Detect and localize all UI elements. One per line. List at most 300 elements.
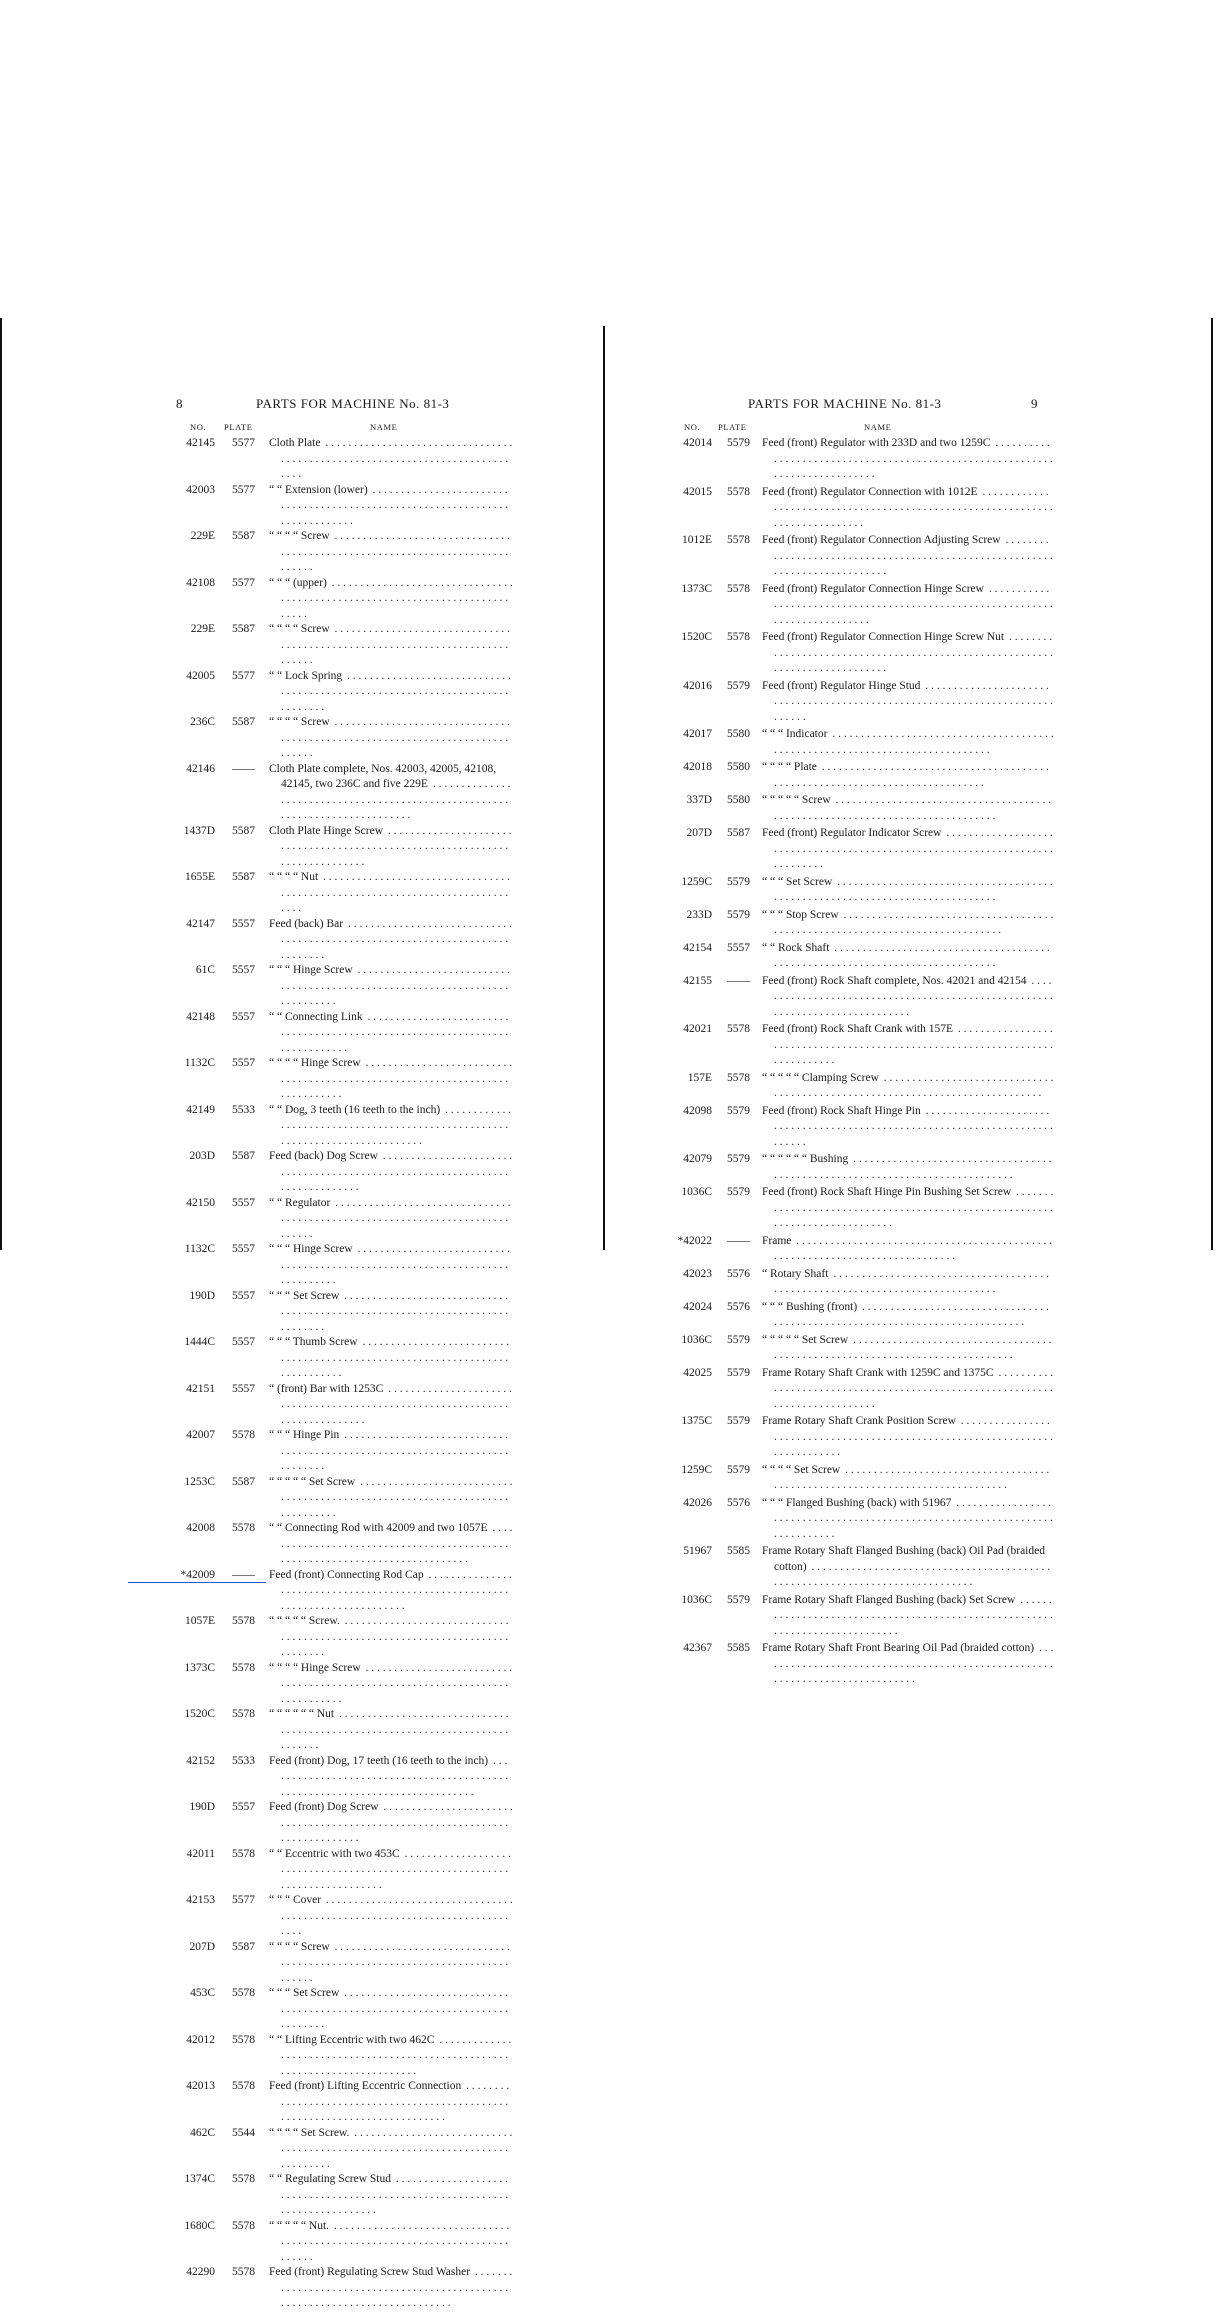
plate-number: 5578: [232, 2033, 255, 2046]
table-row: [674, 908, 1054, 939]
part-number: 462C: [190, 2126, 215, 2139]
table-row: [168, 870, 513, 917]
plate-number: 5577: [232, 437, 255, 449]
plate-number: 5557: [727, 941, 750, 954]
part-name: “ “ Eccentric with two 453C . . .: [255, 1847, 513, 1894]
plate-number: 5579: [727, 1104, 750, 1117]
plate-number: 5579: [727, 1366, 750, 1379]
table-row: [168, 1521, 513, 1568]
part-name: “ “ “ “ “ Screw. . . .: [255, 1614, 513, 1661]
part-name: Frame Rotary Shaft Front Bearing Oil Pad (braided cotton) . . .: [750, 1641, 1054, 1688]
part-number: 1375C: [681, 1415, 712, 1427]
part-name: Feed (front) Rock Shaft Hinge Pin Bushing Set Screw . . .: [750, 1185, 1054, 1232]
part-name: “ “ “ “ “ Set Screw . . .: [750, 1333, 1054, 1364]
table-row: [168, 622, 513, 669]
part-number: 207D: [686, 827, 712, 839]
plate-number: 5578: [727, 485, 750, 498]
part-name: Feed (front) Connecting Rod Cap . . .: [255, 1568, 513, 1615]
parts-list: [168, 436, 513, 2312]
part-number: 1036C: [681, 1333, 712, 1346]
plate-number: 5579: [727, 1186, 750, 1198]
part-name: “ (front) Bar with 1253C . . .: [255, 1382, 513, 1429]
table-row: [168, 1196, 513, 1243]
plate-number: ——: [232, 762, 255, 775]
part-name: “ “ “ “ Set Screw. . . .: [255, 2126, 513, 2173]
table-row: [168, 963, 513, 1010]
page-number: 8: [176, 396, 183, 411]
table-row: [168, 1661, 513, 1708]
table-row: [168, 1940, 513, 1987]
table-row: [168, 436, 513, 483]
part-name: Feed (back) Dog Screw . . .: [255, 1149, 513, 1196]
part-number: 42152: [186, 1754, 215, 1767]
part-number: 42008: [186, 1522, 215, 1534]
part-name: “ “ Connecting Link . . .: [255, 1010, 513, 1057]
part-number: 42146: [186, 762, 215, 775]
part-number: 42024: [683, 1300, 712, 1313]
part-number: 453C: [190, 1987, 215, 1999]
part-name: Feed (front) Regulator Indicator Screw . . .: [750, 826, 1054, 873]
part-name: “ “ “ Flanged Bushing (back) with 51967 . . .: [750, 1496, 1054, 1543]
part-name: Feed (front) Rock Shaft Crank with 157E . . .: [750, 1022, 1054, 1069]
part-number: 42151: [186, 1382, 215, 1395]
part-number: 1520C: [184, 1708, 215, 1720]
plate-number: ——: [727, 974, 750, 987]
part-name: Cloth Plate Hinge Screw . . .: [255, 824, 513, 871]
part-name: Frame Rotary Shaft Flanged Bushing (back) Oil Pad (braided cotton) . . .: [750, 1544, 1054, 1591]
part-number: 42079: [683, 1153, 712, 1165]
table-row: [674, 436, 1054, 483]
table-row: [168, 1614, 513, 1661]
table-row: [674, 1544, 1054, 1591]
part-number: 42016: [683, 679, 712, 692]
plate-number: 5580: [727, 728, 750, 740]
table-row: [168, 2219, 513, 2266]
table-row: [674, 1333, 1054, 1364]
part-name: “ Rotary Shaft . . .: [750, 1267, 1054, 1298]
part-number: 42013: [186, 2080, 215, 2092]
part-number: 190D: [189, 1289, 215, 1302]
part-name: “ “ “ Indicator . . .: [750, 727, 1054, 758]
part-name: “ “ “ “ “ “ Nut . . .: [255, 1707, 513, 1754]
part-name: Feed (front) Regulator Connection Hinge Screw Nut . . .: [750, 630, 1054, 677]
plate-number: 5585: [727, 1642, 750, 1654]
part-number: 42005: [186, 669, 215, 682]
part-name: Feed (front) Rock Shaft Hinge Pin . . .: [750, 1104, 1054, 1151]
part-name: “ “ “ Hinge Pin . . .: [255, 1428, 513, 1475]
part-name: “ “ “ Bushing (front) . . .: [750, 1300, 1054, 1331]
plate-number: 5557: [232, 1382, 255, 1395]
plate-number: 5578: [727, 1023, 750, 1035]
table-row: [168, 1475, 513, 1522]
part-number: *42022: [677, 1234, 712, 1247]
column-header-name: NAME: [370, 422, 398, 432]
part-number: 1374C: [184, 2173, 215, 2185]
part-number: 42367: [683, 1642, 712, 1654]
table-row: [674, 1104, 1054, 1151]
part-number: 42154: [683, 941, 712, 954]
part-name: Frame Rotary Shaft Flanged Bushing (back) Set Screw . . .: [750, 1593, 1054, 1640]
plate-number: 5579: [727, 437, 750, 449]
plate-number: 5557: [232, 917, 255, 930]
part-name: “ “ Dog, 3 teeth (16 teeth to the inch) . . .: [255, 1103, 513, 1150]
part-number: 42026: [683, 1496, 712, 1509]
part-name: “ “ Rock Shaft . . .: [750, 941, 1054, 972]
part-number: 1680C: [184, 2219, 215, 2232]
part-name: “ “ “ “ “ Clamping Screw . . .: [750, 1071, 1054, 1102]
page-title: PARTS FOR MACHINE No. 81-3: [748, 396, 942, 411]
part-number: 42108: [186, 576, 215, 589]
table-row: [168, 1986, 513, 2033]
plate-number: 5544: [232, 2126, 255, 2139]
parts-list: [674, 436, 1054, 1688]
part-name: “ “ “ Set Screw . . .: [255, 1986, 513, 2033]
plate-number: 5580: [727, 794, 750, 806]
part-name: “ “ “ “ “ Nut. . . .: [255, 2219, 513, 2266]
part-number: 1259C: [681, 875, 712, 888]
part-name: “ “ Connecting Rod with 42009 and two 1057E . . .: [255, 1521, 513, 1568]
part-number: 190D: [189, 1801, 215, 1813]
part-name: “ “ “ Thumb Screw . . .: [255, 1335, 513, 1382]
table-row: [674, 1152, 1054, 1183]
table-row: [168, 1754, 513, 1801]
column-header-plate: PLATE: [224, 422, 253, 432]
plate-number: 5576: [727, 1267, 750, 1280]
part-number: 1655E: [184, 871, 215, 883]
plate-number: 5587: [232, 1150, 255, 1162]
part-name: Frame . . .: [750, 1234, 1054, 1265]
table-row: [168, 1010, 513, 1057]
part-name: “ “ “ “ “ Set Screw . . .: [255, 1475, 513, 1522]
part-name: “ “ “ “ Nut . . .: [255, 870, 513, 917]
part-name: “ “ “ Hinge Screw . . .: [255, 963, 513, 1010]
plate-number: 5578: [232, 1429, 255, 1441]
table-row: [168, 1707, 513, 1754]
page-number: 9: [1031, 396, 1038, 411]
part-name: Feed (front) Rock Shaft complete, Nos. 42021 and 42154 . . .: [750, 974, 1054, 1021]
table-row: [674, 1234, 1054, 1265]
plate-number: 5578: [727, 631, 750, 643]
part-number: 1057E: [184, 1615, 215, 1627]
plate-number: 5578: [232, 2219, 255, 2232]
table-row: [168, 1289, 513, 1336]
table-row: [674, 1463, 1054, 1494]
table-row: [674, 826, 1054, 873]
part-number: 42148: [186, 1010, 215, 1023]
plate-number: 5579: [727, 1593, 750, 1606]
table-row: [674, 1185, 1054, 1232]
plate-number: 5578: [232, 2080, 255, 2092]
plate-number: 5557: [232, 1801, 255, 1813]
part-number: 1036C: [681, 1593, 712, 1606]
part-name: “ “ “ “ “ “ Bushing . . .: [750, 1152, 1054, 1183]
part-name: Frame Rotary Shaft Crank Position Screw . . .: [750, 1414, 1054, 1461]
part-number: 157E: [687, 1071, 712, 1084]
part-number: 42025: [683, 1366, 712, 1379]
part-number: 207D: [189, 1940, 215, 1953]
table-row: [168, 2265, 513, 2312]
part-number: 42155: [683, 974, 712, 987]
table-row: [674, 875, 1054, 906]
plate-number: 5577: [232, 1894, 255, 1906]
table-row: [168, 917, 513, 964]
plate-number: 5579: [727, 1415, 750, 1427]
part-name: “ “ Regulator . . .: [255, 1196, 513, 1243]
plate-number: 5579: [727, 908, 750, 921]
plate-number: 5585: [727, 1545, 750, 1557]
part-number: 42150: [186, 1196, 215, 1209]
part-number: 1373C: [184, 1661, 215, 1674]
part-name: Frame Rotary Shaft Crank with 1259C and 1375C . . .: [750, 1366, 1054, 1413]
part-name: Feed (back) Bar . . .: [255, 917, 513, 964]
column-header-no: NO.: [190, 422, 207, 432]
part-number: 42015: [683, 485, 712, 498]
part-name: “ “ “ “ Screw . . .: [255, 1940, 513, 1987]
plate-number: 5587: [232, 1475, 255, 1488]
part-number: 42147: [186, 917, 215, 930]
plate-number: 5577: [232, 576, 255, 589]
plate-number: 5578: [232, 1522, 255, 1534]
part-number: 42007: [186, 1429, 215, 1441]
plate-number: 5587: [727, 827, 750, 839]
part-number: 1520C: [681, 631, 712, 643]
table-row: [674, 582, 1054, 629]
table-row: [168, 1847, 513, 1894]
part-name: “ “ “ Hinge Screw . . .: [255, 1242, 513, 1289]
part-name: “ “ “ Set Screw . . .: [750, 875, 1054, 906]
part-number: 51967: [683, 1545, 712, 1557]
table-row: [168, 762, 513, 824]
part-number: 233D: [686, 908, 712, 921]
part-number: 1253C: [184, 1475, 215, 1488]
part-name: Feed (front) Dog, 17 teeth (16 teeth to the inch) . . .: [255, 1754, 513, 1801]
table-row: [168, 2033, 513, 2080]
plate-number: 5557: [232, 1243, 255, 1255]
part-number: 42153: [186, 1894, 215, 1906]
part-number: 42021: [683, 1023, 712, 1035]
plate-number: 5579: [727, 1463, 750, 1476]
table-row: [168, 1800, 513, 1847]
part-number: 229E: [190, 530, 215, 542]
table-row: [168, 576, 513, 623]
part-name: “ “ “ “ Screw . . .: [255, 622, 513, 669]
table-row: [168, 1103, 513, 1150]
plate-number: 5579: [727, 679, 750, 692]
part-name: Feed (front) Regulator Connection with 1012E . . .: [750, 485, 1054, 532]
part-name: “ “ “ (upper) . . .: [255, 576, 513, 623]
page-header: [674, 396, 1054, 418]
table-row: [168, 1056, 513, 1103]
table-row: [674, 533, 1054, 580]
plate-number: 5587: [232, 530, 255, 542]
plate-number: 5579: [727, 875, 750, 888]
table-row: [168, 529, 513, 576]
plate-number: 5557: [232, 1336, 255, 1348]
plate-number: 5578: [727, 534, 750, 546]
part-name: Feed (front) Lifting Eccentric Connection . . .: [255, 2079, 513, 2126]
plate-number: 5576: [727, 1496, 750, 1509]
table-row: [674, 941, 1054, 972]
part-name: “ “ “ “ “ Screw . . .: [750, 793, 1054, 824]
part-number: 42098: [683, 1104, 712, 1117]
table-row: [674, 1071, 1054, 1102]
part-name: “ “ “ “ Screw . . .: [255, 529, 513, 576]
table-row: [168, 824, 513, 871]
table-row: [168, 1568, 513, 1615]
table-row: [674, 1496, 1054, 1543]
plate-number: 5579: [727, 1333, 750, 1346]
plate-number: 5587: [232, 623, 255, 635]
part-name: “ “ “ Stop Screw . . .: [750, 908, 1054, 939]
plate-number: 5587: [232, 716, 255, 728]
plate-number: 5557: [232, 1289, 255, 1302]
table-row: [168, 715, 513, 762]
table-row: [674, 760, 1054, 791]
part-name: “ “ “ “ Screw . . .: [255, 715, 513, 762]
part-name: “ “ “ Cover . . .: [255, 1893, 513, 1940]
plate-number: 5587: [232, 1940, 255, 1953]
plate-number: 5533: [232, 1103, 255, 1116]
part-number: 1259C: [681, 1463, 712, 1476]
part-name: “ “ “ “ Hinge Screw . . .: [255, 1661, 513, 1708]
page-title: PARTS FOR MACHINE No. 81-3: [256, 396, 450, 411]
plate-number: 5533: [232, 1754, 255, 1767]
left-page: [168, 396, 513, 2312]
plate-number: 5578: [727, 582, 750, 595]
plate-number: 5578: [232, 1847, 255, 1860]
part-name: Feed (front) Regulator Hinge Stud . . .: [750, 679, 1054, 726]
part-name: “ “ Extension (lower) . . .: [255, 483, 513, 530]
part-name: Feed (front) Regulator Connection Adjusting Screw . . .: [750, 533, 1054, 580]
part-name: “ “ “ Set Screw . . .: [255, 1289, 513, 1336]
plate-number: 5578: [232, 2266, 255, 2278]
table-row: [674, 1267, 1054, 1298]
part-number: *42009: [180, 1568, 215, 1581]
plate-number: 5578: [232, 1987, 255, 1999]
plate-number: 5579: [727, 1153, 750, 1165]
plate-number: 5578: [727, 1071, 750, 1084]
table-row: [168, 1149, 513, 1196]
column-headers: [674, 422, 1054, 436]
table-row: [168, 483, 513, 530]
plate-number: ——: [727, 1234, 750, 1247]
column-header-plate: PLATE: [718, 422, 747, 432]
part-number: 1437D: [183, 824, 215, 837]
table-row: [168, 2126, 513, 2173]
table-row: [674, 1022, 1054, 1069]
table-row: [674, 1414, 1054, 1461]
column-header-no: NO.: [684, 422, 701, 432]
plate-number: 5578: [232, 1708, 255, 1720]
table-row: [168, 1893, 513, 1940]
plate-number: 5576: [727, 1300, 750, 1313]
part-number: 42145: [186, 437, 215, 449]
column-headers: [168, 422, 513, 436]
part-number: 229E: [190, 623, 215, 635]
plate-number: 5557: [232, 964, 255, 976]
part-number: 1444C: [184, 1336, 215, 1348]
part-number: 42018: [683, 761, 712, 773]
part-number: 1036C: [681, 1186, 712, 1198]
right-edge-rule: [1211, 318, 1213, 1250]
part-name: Feed (front) Dog Screw . . .: [255, 1800, 513, 1847]
table-row: [674, 1366, 1054, 1413]
gutter-rule: [603, 326, 605, 1250]
part-number: 42023: [683, 1267, 712, 1280]
part-name: Cloth Plate complete, Nos. 42003, 42005, 42108, 42145, two 236C and five 229E . . .: [255, 762, 513, 824]
part-number: 42012: [186, 2033, 215, 2046]
table-row: [674, 485, 1054, 532]
table-row: [674, 1300, 1054, 1331]
plate-number: 5580: [727, 761, 750, 773]
part-number: 42003: [186, 483, 215, 496]
table-row: [674, 630, 1054, 677]
part-number: 42149: [186, 1103, 215, 1116]
table-row: [168, 2172, 513, 2219]
plate-number: 5578: [232, 2173, 255, 2185]
part-number: 1132C: [184, 1243, 215, 1255]
part-number: 42017: [683, 728, 712, 740]
plate-number: 5578: [232, 1661, 255, 1674]
table-row: [674, 974, 1054, 1021]
part-name: Feed (front) Regulator with 233D and two 1259C . . .: [750, 436, 1054, 483]
page-header: [168, 396, 513, 418]
part-number: 1373C: [681, 582, 712, 595]
part-name: Cloth Plate . . .: [255, 436, 513, 483]
part-name: “ “ “ “ Set Screw . . .: [750, 1463, 1054, 1494]
table-row: [168, 1382, 513, 1429]
plate-number: 5557: [232, 1057, 255, 1069]
table-row: [674, 1641, 1054, 1688]
table-row: [168, 669, 513, 716]
part-number: 203D: [189, 1150, 215, 1162]
part-number: 236C: [190, 716, 215, 728]
part-number: 337D: [686, 794, 712, 806]
right-page: [674, 396, 1054, 1690]
part-number: 61C: [195, 964, 215, 976]
part-number: 42014: [683, 437, 712, 449]
plate-number: 5577: [232, 483, 255, 496]
table-row: [674, 727, 1054, 758]
column-header-name: NAME: [864, 422, 892, 432]
part-number: 1012E: [681, 534, 712, 546]
table-row: [168, 1335, 513, 1382]
table-row: [168, 1242, 513, 1289]
part-name: Feed (front) Regulator Connection Hinge Screw . . .: [750, 582, 1054, 629]
plate-number: 5587: [232, 824, 255, 837]
part-name: “ “ “ “ Hinge Screw . . .: [255, 1056, 513, 1103]
table-row: [674, 1593, 1054, 1640]
table-row: [674, 679, 1054, 726]
part-name: “ “ Lifting Eccentric with two 462C . . .: [255, 2033, 513, 2080]
plate-number: ——: [232, 1568, 255, 1581]
table-row: [168, 1428, 513, 1475]
part-name: Feed (front) Regulating Screw Stud Washer . . .: [255, 2265, 513, 2312]
plate-number: 5577: [232, 669, 255, 682]
table-row: [674, 793, 1054, 824]
part-name: “ “ “ “ Plate . . .: [750, 760, 1054, 791]
part-number: 42011: [186, 1847, 215, 1860]
plate-number: 5587: [232, 871, 255, 883]
plate-number: 5578: [232, 1615, 255, 1627]
table-row: [168, 2079, 513, 2126]
plate-number: 5557: [232, 1196, 255, 1209]
part-number: 42290: [186, 2266, 215, 2278]
part-name: “ “ Regulating Screw Stud . . .: [255, 2172, 513, 2219]
left-edge-rule: [0, 318, 2, 1250]
part-number: 1132C: [184, 1057, 215, 1069]
part-name: “ “ Lock Spring . . .: [255, 669, 513, 716]
